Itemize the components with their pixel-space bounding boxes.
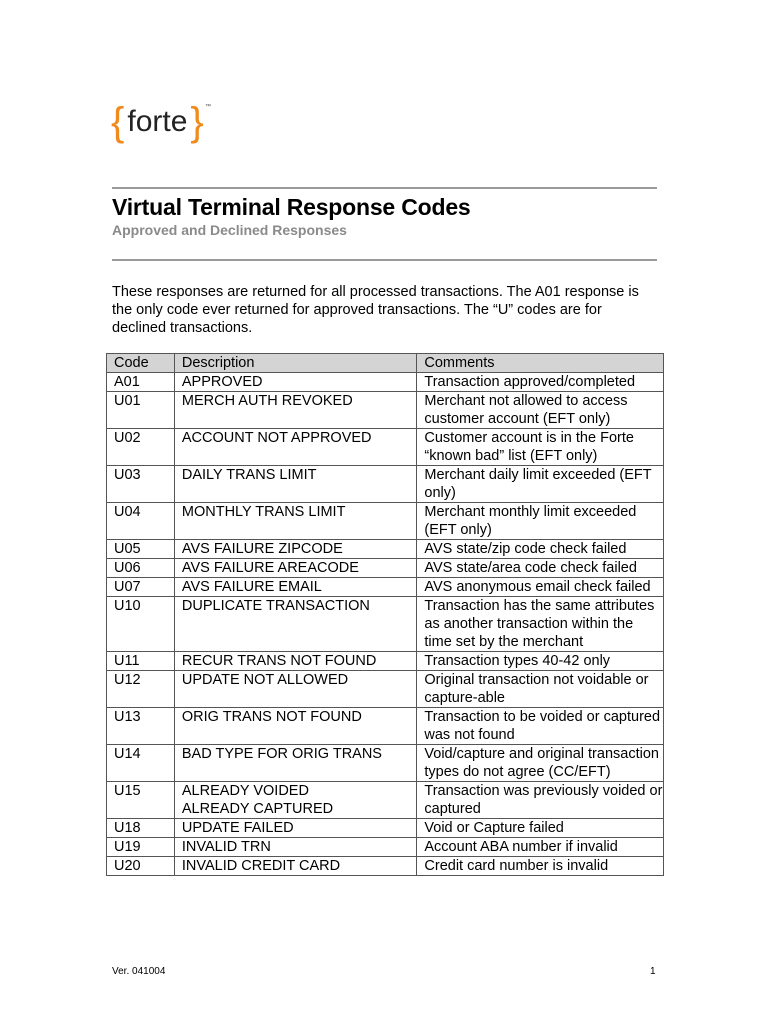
code-cell (107, 597, 175, 652)
code-cell (107, 392, 175, 429)
table-row (107, 652, 664, 671)
description-cell-text: ACCOUNT NOT APPROVED (181, 430, 372, 446)
comment-cell-text: Transaction approved/completed (424, 374, 636, 390)
description-cell-text: DUPLICATE TRANSACTION (181, 598, 370, 614)
comment-cell-text: Merchant monthly limit exceeded (EFT only) (424, 504, 637, 538)
comment-cell-text: Transaction to be voided or captured was not found (424, 709, 661, 743)
comment-cell (417, 597, 664, 652)
description-cell-text: UPDATE FAILED (181, 820, 294, 836)
code-cell-text: U03 (114, 467, 141, 483)
description-cell-text: MERCH AUTH REVOKED (181, 393, 353, 409)
code-cell (107, 652, 175, 671)
comment-cell-text: AVS state/area code check failed (424, 560, 637, 576)
code-cell (107, 559, 175, 578)
code-cell (107, 429, 175, 466)
response-codes-table (106, 353, 664, 876)
header-bottom-rule (112, 259, 657, 261)
description-cell (174, 671, 417, 708)
code-cell (107, 857, 175, 876)
top-rule (112, 187, 657, 189)
comment-cell (417, 373, 664, 392)
description-cell-text: ORIG TRANS NOT FOUND (181, 709, 362, 725)
comment-cell (417, 819, 664, 838)
comment-cell-text: Credit card number is invalid (424, 858, 609, 874)
column-header-comments: Comments (417, 354, 664, 373)
description-cell-text: AVS FAILURE AREACODE (181, 560, 359, 576)
comment-cell (417, 838, 664, 857)
code-cell-text: U05 (114, 541, 141, 557)
comment-cell (417, 559, 664, 578)
code-cell-text: U14 (114, 746, 141, 762)
code-cell-text: U20 (114, 858, 141, 874)
description-cell-text: UPDATE NOT ALLOWED (181, 672, 349, 688)
description-cell-text: APPROVED (181, 374, 263, 390)
code-cell-text: A01 (114, 374, 140, 390)
comment-cell (417, 782, 664, 819)
code-cell (107, 671, 175, 708)
table-row (107, 429, 664, 466)
comment-cell-text: Transaction was previously voided or captured (424, 783, 663, 817)
description-cell-text: INVALID CREDIT CARD (181, 858, 341, 874)
comment-cell (417, 540, 664, 559)
code-cell (107, 838, 175, 857)
comment-cell-text: Void/capture and original transaction types do not agree (CC/EFT) (424, 746, 659, 780)
table-row (107, 782, 664, 819)
description-cell (174, 503, 417, 540)
comment-cell (417, 857, 664, 876)
table-row (107, 559, 664, 578)
description-cell (174, 597, 417, 652)
code-cell (107, 819, 175, 838)
table-header-row (107, 354, 664, 373)
description-cell (174, 466, 417, 503)
code-cell (107, 466, 175, 503)
code-cell-text: U02 (114, 430, 141, 446)
comment-cell-text: AVS anonymous email check failed (424, 579, 651, 595)
description-cell (174, 429, 417, 466)
code-cell-text: U13 (114, 709, 141, 725)
description-cell (174, 373, 417, 392)
code-cell-text: U18 (114, 820, 141, 836)
forte-logo (111, 100, 211, 144)
column-header-description: Description (174, 354, 417, 373)
description-cell (174, 838, 417, 857)
description-cell (174, 578, 417, 597)
table-row (107, 745, 664, 782)
footer-version: Ver. 041004 (112, 966, 166, 977)
trademark-mark: ™ (205, 104, 211, 110)
code-cell-text: U06 (114, 560, 141, 576)
description-cell (174, 708, 417, 745)
table-row (107, 838, 664, 857)
comment-cell-text: Merchant daily limit exceeded (EFT only) (424, 467, 652, 501)
comment-cell (417, 708, 664, 745)
logo-brace-close: } (190, 100, 204, 144)
table-row (107, 540, 664, 559)
code-cell-text: U12 (114, 672, 141, 688)
comment-cell (417, 429, 664, 466)
comment-cell-text: Account ABA number if invalid (424, 839, 618, 855)
comment-cell (417, 652, 664, 671)
code-cell (107, 503, 175, 540)
description-cell-text: AVS FAILURE EMAIL (181, 579, 322, 595)
code-cell (107, 578, 175, 597)
description-cell-text: ALREADY VOIDED (181, 783, 309, 799)
code-cell-text: U19 (114, 839, 141, 855)
description-cell (174, 782, 417, 819)
code-cell-text: U15 (114, 783, 141, 799)
description-cell-text: MONTHLY TRANS LIMIT (181, 504, 346, 520)
description-cell-text: INVALID TRN (181, 839, 271, 855)
footer-page-number: 1 (650, 966, 656, 977)
description-cell (174, 652, 417, 671)
description-cell (174, 559, 417, 578)
code-cell (107, 373, 175, 392)
comment-cell-text: AVS state/zip code check failed (424, 541, 627, 557)
table-row (107, 597, 664, 652)
table-row (107, 373, 664, 392)
description-cell-text: ALREADY CAPTURED (181, 801, 334, 817)
comment-cell (417, 671, 664, 708)
table-body (107, 373, 664, 876)
comment-cell (417, 578, 664, 597)
description-cell (174, 857, 417, 876)
code-cell-text: U07 (114, 579, 141, 595)
table-row (107, 503, 664, 540)
table-row (107, 708, 664, 745)
comment-cell (417, 745, 664, 782)
code-cell-text: U04 (114, 504, 141, 520)
table-row (107, 466, 664, 503)
description-cell (174, 392, 417, 429)
code-cell (107, 540, 175, 559)
description-cell (174, 540, 417, 559)
logo-brace-open: { (111, 100, 125, 144)
code-cell-text: U10 (114, 598, 141, 614)
table-row (107, 578, 664, 597)
description-cell-text: DAILY TRANS LIMIT (181, 467, 317, 483)
comment-cell-text: Transaction types 40-42 only (424, 653, 611, 669)
description-cell-text: RECUR TRANS NOT FOUND (181, 653, 377, 669)
table-row (107, 819, 664, 838)
page-title: Virtual Terminal Response Codes (112, 194, 471, 220)
description-cell-text: AVS FAILURE ZIPCODE (181, 541, 343, 557)
description-cell (174, 819, 417, 838)
description-cell-text: BAD TYPE FOR ORIG TRANS (181, 746, 382, 762)
comment-cell (417, 503, 664, 540)
table-row (107, 857, 664, 876)
comment-cell (417, 392, 664, 429)
comment-cell-text: Void or Capture failed (424, 820, 564, 836)
comment-cell-text: Original transaction not voidable or capture-able (424, 672, 649, 706)
code-cell (107, 782, 175, 819)
table-row (107, 671, 664, 708)
code-cell-text: U01 (114, 393, 141, 409)
comment-cell-text: Transaction has the same attributes as another transaction within the time set by the merchant (424, 598, 655, 650)
comment-cell (417, 466, 664, 503)
logo-wordmark: forte (127, 105, 188, 138)
code-cell (107, 708, 175, 745)
comment-cell-text: Merchant not allowed to access customer account (EFT only) (424, 393, 628, 427)
code-cell-text: U11 (114, 653, 140, 669)
page-subtitle: Approved and Declined Responses (112, 222, 347, 238)
description-cell (174, 745, 417, 782)
intro-paragraph: These responses are returned for all processed transactions. The A01 response is the only code ever returned for approved transactions. The “U” codes are for declined transactions. (112, 284, 639, 336)
column-header-code: Code (107, 354, 175, 373)
code-cell (107, 745, 175, 782)
table-row (107, 392, 664, 429)
comment-cell-text: Customer account is in the Forte “known bad” list (EFT only) (424, 430, 634, 464)
